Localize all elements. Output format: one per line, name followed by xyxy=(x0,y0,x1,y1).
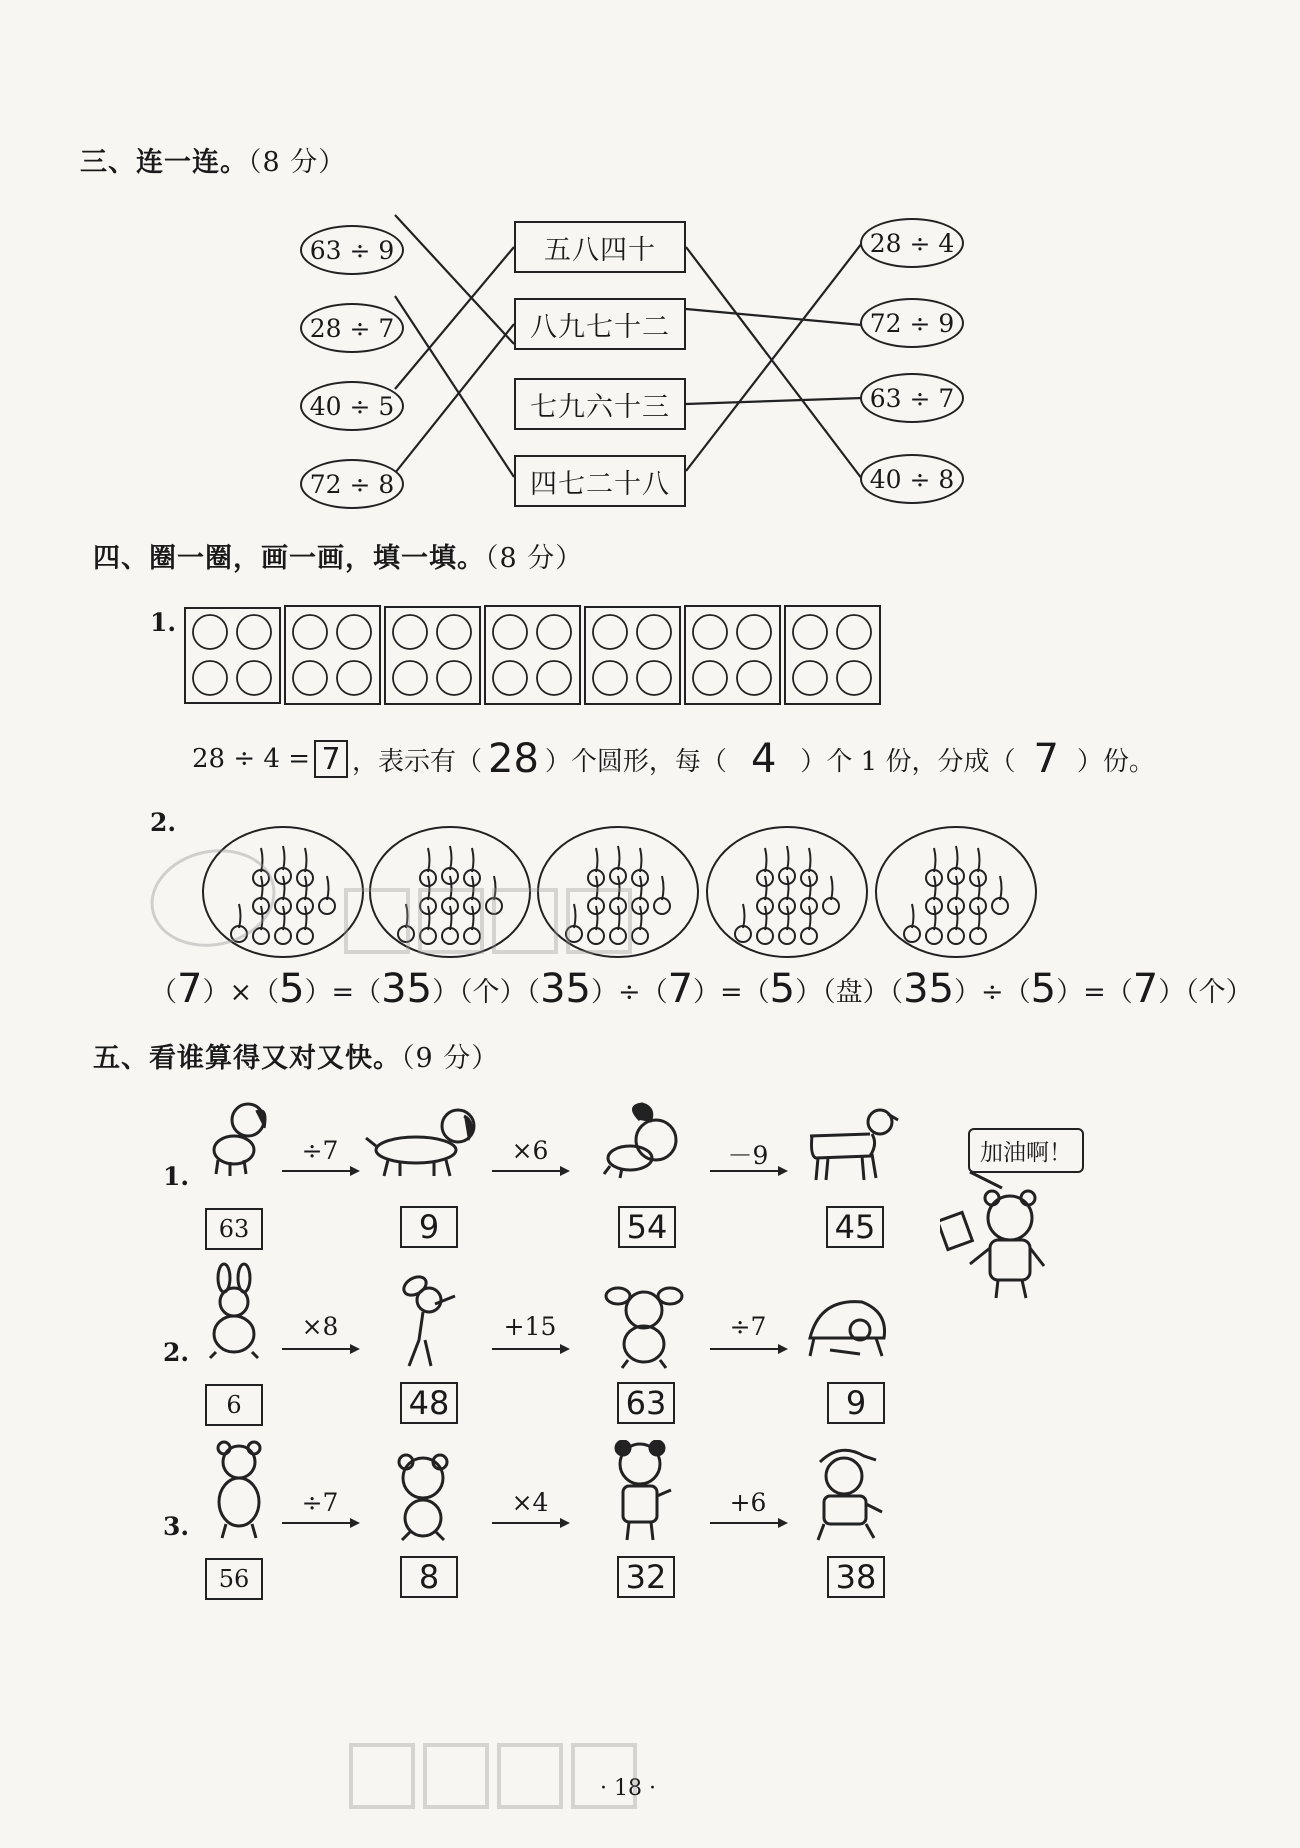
row1-value3-text: 54 xyxy=(626,1208,668,1246)
right-expr-3[interactable] xyxy=(860,373,964,423)
row1-value3[interactable] xyxy=(618,1206,676,1248)
q2-part: ）÷（ xyxy=(954,976,1031,1008)
q1-text-1: ，表示有（ xyxy=(352,746,483,777)
arrow-icon xyxy=(492,1348,568,1350)
panda-icon xyxy=(605,1440,675,1542)
arrow-icon xyxy=(710,1170,786,1172)
left-expr-2[interactable] xyxy=(300,303,404,353)
puppy-icon xyxy=(600,1100,690,1180)
row2-op1: ×8 xyxy=(301,1312,339,1341)
row3-value4-text: 38 xyxy=(835,1558,877,1596)
row1-value1-text: 63 xyxy=(218,1215,250,1243)
q2-part: ）÷（ xyxy=(590,976,668,1008)
row2-value1 xyxy=(205,1384,263,1426)
left-expr-3-text: 40 ÷ 5 xyxy=(309,391,395,421)
q2-answer[interactable]: 7 xyxy=(667,966,694,1012)
row2-op3: ÷7 xyxy=(729,1312,767,1341)
arrow-icon xyxy=(492,1170,568,1172)
q2-answer[interactable]: 7 xyxy=(1132,966,1159,1012)
left-expr-4[interactable] xyxy=(300,459,404,509)
row1-number: 1. xyxy=(163,1162,190,1191)
left-expr-3[interactable] xyxy=(300,381,404,431)
row3-value3-text: 32 xyxy=(625,1558,667,1596)
q1-text-4: ）份。 xyxy=(1076,746,1155,777)
child-with-cap-icon xyxy=(800,1442,890,1542)
q1-text-3: ）个 1 份，分成（ xyxy=(800,746,1016,777)
cherry-plates xyxy=(200,810,1120,970)
q2-answer[interactable]: 5 xyxy=(1030,966,1057,1012)
row2-value2[interactable] xyxy=(400,1382,458,1424)
middle-rhyme-3-text: 七九六十三 xyxy=(530,391,670,423)
bear-cub-icon xyxy=(388,1452,458,1542)
section3-points: （8 分） xyxy=(248,147,347,178)
q1-answer-groups[interactable]: 7 xyxy=(1033,736,1059,782)
row2-value4-text: 9 xyxy=(845,1384,867,1422)
arrow-icon xyxy=(492,1522,568,1524)
q2-part: ）（盘）（ xyxy=(795,976,904,1008)
left-expr-4-text: 72 ÷ 8 xyxy=(309,469,395,499)
row3-value3[interactable] xyxy=(617,1556,675,1598)
section4-title-text: 四、圈一圈，画一画，填一填。 xyxy=(93,543,485,574)
arrow-icon xyxy=(710,1348,786,1350)
row3-value1 xyxy=(205,1558,263,1600)
section3-title-text: 三、连一连。 xyxy=(80,147,248,178)
row3-value2-text: 8 xyxy=(418,1558,440,1596)
row1-op2: ×6 xyxy=(511,1136,549,1165)
right-expr-4[interactable] xyxy=(860,454,964,504)
row2-op2: +15 xyxy=(503,1312,557,1341)
right-expr-3-text: 63 ÷ 7 xyxy=(869,383,955,413)
row2-value1-text: 6 xyxy=(226,1391,242,1419)
left-expr-1-text: 63 ÷ 9 xyxy=(309,235,395,265)
q1-answer-box[interactable] xyxy=(314,740,348,778)
arrow-icon xyxy=(282,1348,358,1350)
q2-part: ）=（ xyxy=(1056,976,1133,1008)
row1-value2-text: 9 xyxy=(418,1208,440,1246)
q1-answer: 7 xyxy=(321,741,341,777)
row3-op3: +6 xyxy=(729,1488,767,1517)
row3-value1-text: 56 xyxy=(218,1565,250,1593)
section4-points: （8 分） xyxy=(485,543,584,574)
row3-number: 3. xyxy=(163,1512,190,1541)
arrow-icon xyxy=(282,1170,358,1172)
q2-number: 2. xyxy=(150,808,177,837)
left-expr-1[interactable] xyxy=(300,225,404,275)
row1-op3: －9 xyxy=(727,1141,769,1170)
rabbit-icon xyxy=(200,1262,270,1362)
section5-title-text: 五、看谁算得又对又快。 xyxy=(93,1043,401,1074)
q2-answer[interactable]: 7 xyxy=(177,966,203,1012)
middle-rhyme-3[interactable] xyxy=(514,378,686,430)
q2-answer[interactable]: 5 xyxy=(279,966,305,1012)
row1-op1: ÷7 xyxy=(301,1136,339,1165)
row2-value3[interactable] xyxy=(617,1382,675,1424)
middle-rhyme-4-text: 四七二十八 xyxy=(530,468,670,500)
row1-value4-text: 45 xyxy=(834,1208,876,1246)
teddy-bear-icon xyxy=(208,1440,270,1540)
q2-part: ）×（ xyxy=(202,976,280,1008)
row2-value2-text: 48 xyxy=(408,1384,450,1422)
bear-mascot-icon xyxy=(940,1168,1050,1308)
dog-icon xyxy=(200,1098,280,1178)
section5-title xyxy=(93,1036,499,1075)
q2-part: （ xyxy=(150,976,177,1008)
right-expr-4-text: 40 ÷ 8 xyxy=(869,464,955,494)
q1-expression: 28 ÷ 4 = xyxy=(192,744,310,774)
middle-rhyme-2[interactable] xyxy=(514,298,686,350)
right-expr-1[interactable] xyxy=(860,218,964,268)
row2-value4[interactable] xyxy=(827,1382,885,1424)
q1-answer-per-group[interactable]: 4 xyxy=(750,736,777,782)
q2-equations xyxy=(150,966,1253,1012)
q2-answer[interactable]: 35 xyxy=(903,966,955,1012)
row3-op2: ×4 xyxy=(511,1488,549,1517)
q2-answer[interactable]: 35 xyxy=(540,966,591,1012)
arrow-icon xyxy=(282,1522,358,1524)
left-expr-2-text: 28 ÷ 7 xyxy=(309,313,395,343)
q1-answer-circles[interactable]: 28 xyxy=(488,736,539,782)
right-expr-2[interactable] xyxy=(860,298,964,348)
section5-points: （9 分） xyxy=(401,1043,500,1074)
turtle-icon xyxy=(800,1290,895,1365)
q2-answer[interactable]: 35 xyxy=(381,966,433,1012)
arrow-icon xyxy=(710,1522,786,1524)
bunny-icon xyxy=(385,1270,465,1370)
q1-sentence xyxy=(192,736,1155,782)
q1-number: 1. xyxy=(150,608,177,637)
q1-text-2: ）个圆形，每（ xyxy=(544,746,727,777)
section4-title xyxy=(93,536,583,575)
q2-answer[interactable]: 5 xyxy=(769,966,796,1012)
row1-value4[interactable] xyxy=(826,1206,884,1248)
right-expr-2-text: 72 ÷ 9 xyxy=(869,308,955,338)
right-expr-1-text: 28 ÷ 4 xyxy=(869,228,955,258)
row3-op1: ÷7 xyxy=(301,1488,339,1517)
middle-rhyme-1-text: 五八四十 xyxy=(544,234,656,266)
row2-number: 2. xyxy=(163,1338,190,1367)
dachshund-icon xyxy=(364,1102,482,1180)
floppy-ear-dog-icon xyxy=(604,1280,684,1370)
greyhound-icon xyxy=(800,1100,900,1182)
row3-value4[interactable] xyxy=(827,1556,885,1598)
middle-rhyme-1[interactable] xyxy=(514,221,686,273)
middle-rhyme-2-text: 八九七十二 xyxy=(530,311,670,343)
q2-part: ）=（ xyxy=(693,976,770,1008)
middle-rhyme-4[interactable] xyxy=(514,455,686,507)
row1-value1 xyxy=(205,1208,263,1250)
watermark-logo xyxy=(340,880,640,970)
row3-value2[interactable] xyxy=(400,1556,458,1598)
q2-part: ）（个） xyxy=(1158,976,1253,1008)
circle-groups xyxy=(180,600,890,710)
q2-part: ）（个）（ xyxy=(432,976,541,1008)
speech-bubble: 加油啊！ xyxy=(968,1128,1084,1173)
q2-part: ）=（ xyxy=(304,976,382,1008)
page-number: · 18 · xyxy=(600,1776,656,1801)
row2-value3-text: 63 xyxy=(625,1384,667,1422)
row1-value2[interactable] xyxy=(400,1206,458,1248)
